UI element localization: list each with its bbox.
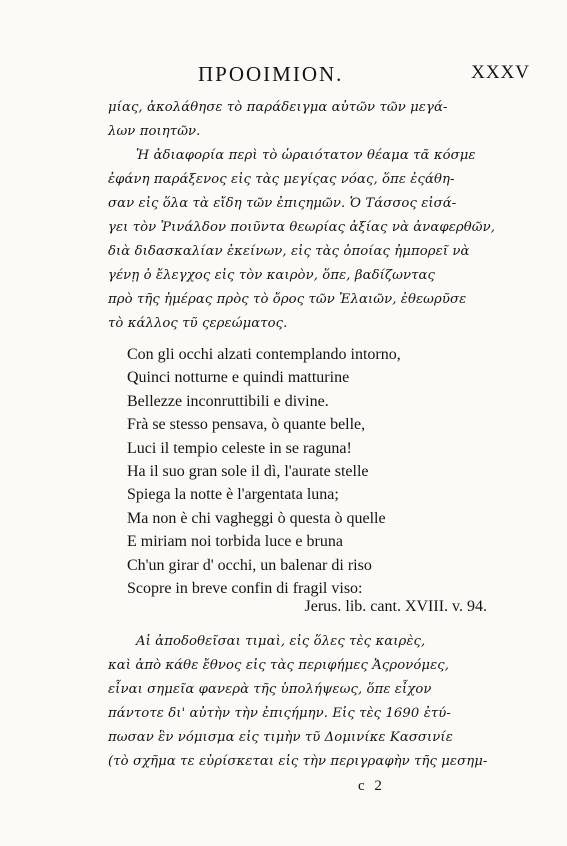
poem-line: Ma non è chi vagheggi ò questa ò quelle [127,509,386,527]
text-line: (τὸ σχῆμα τε εὑρίσκεται εἰς τὴν περιγραφὴν τῆς μεσημ- [108,754,488,769]
text-line: Ἡ ἀδιαφορία περὶ τὸ ὡραιότατον θέαμα τᾶ κόσμε [136,148,476,163]
greek-passage-1 [108,96,518,336]
poem-line: Scopre in breve confin di fragil viso: [127,580,363,598]
signature-mark: c 2 [358,778,385,794]
text-line: πωσαν ἓν νόμισμα εἰς τιμὴν τῦ Δομινίκε Κασσινίε [108,730,453,745]
text-line: τὸ κάλλος τῦ ςερεώματος. [108,316,288,331]
poem-line: Ch'un girar d' occhi, un balenar di riso [127,556,372,574]
poem-citation: Jerus. lib. cant. XVIII. v. 94. [304,598,487,615]
poem-line: Con gli occhi alzati contemplando intorno, [127,346,401,363]
poem-line: Bellezze inconruttibili e divine. [127,392,329,410]
italian-poem [127,343,507,600]
text-line: ἐφάνη παράξενος εἰς τὰς μεγίςας νόας, ὅπε ἐςάθη- [108,172,455,187]
poem-line: Luci il tempio celeste in se raguna! [127,439,352,457]
poem-line: Spiega la notte è l'argentata luna; [127,486,339,504]
text-line: γένῃ ὁ ἔλεγχος εἰς τὸν καιρὸν, ὅπε, βαδίζωντας [108,268,435,283]
page-header [108,62,530,88]
text-line: εἶναι σημεῖα φανερὰ τῆς ὑπολήψεως, ὅπε εἶχον [108,682,432,697]
poem-line: E miriam noi torbida luce e bruna [127,533,343,551]
text-line: λων ποιητῶν. [108,124,201,139]
text-line: πάντοτε δι' αὐτὴν τὴν ἐπιςήμην. Εἰς τὲς 1690 ἐτύ- [108,706,451,721]
poem-line: Frà se stesso pensava, ò quante belle, [127,416,366,434]
greek-passage-2 [108,630,518,774]
poem-line: Quinci notturne e quindi matturine [127,369,350,387]
text-line: καὶ ἀπὸ κάθε ἔθνος εἰς τὰς περιφήμες Ἀςρονόμες, [108,658,450,673]
text-line: γει τὸν Ῥινάλδον ποιῦντα θεωρίας ἀξίας νὰ ἀναφερθῶν, [108,220,496,235]
text-line: διὰ διδασκαλίαν ἐκείνων, εἰς τὰς ὁποίας ἠμπορεῖ νὰ [108,244,470,259]
poem-line: Ha il suo gran sole il dì, l'aurate stelle [127,463,369,481]
page-number: XXXV [471,62,530,83]
text-line: Αἱ ἀποδοθεῖσαι τιμαὶ, εἰς ὅλες τὲς καιρὲς, [136,634,426,649]
text-line: μίας, ἀκολάθησε τὸ παράδειγμα αὐτῶν τῶν μεγά- [108,100,448,115]
text-line: πρὸ τῆς ἡμέρας πρὸς τὸ ὄρος τῶν Ἐλαιῶν, ἐθεωρῦσε [108,292,467,307]
running-title: ΠΡΟΟΙΜΙΟΝ. [198,62,344,86]
text-line: σαν εἰς ὅλα τὰ εἴδη τῶν ἐπιςημῶν. Ὁ Τάσσος εἰσά- [108,196,457,211]
